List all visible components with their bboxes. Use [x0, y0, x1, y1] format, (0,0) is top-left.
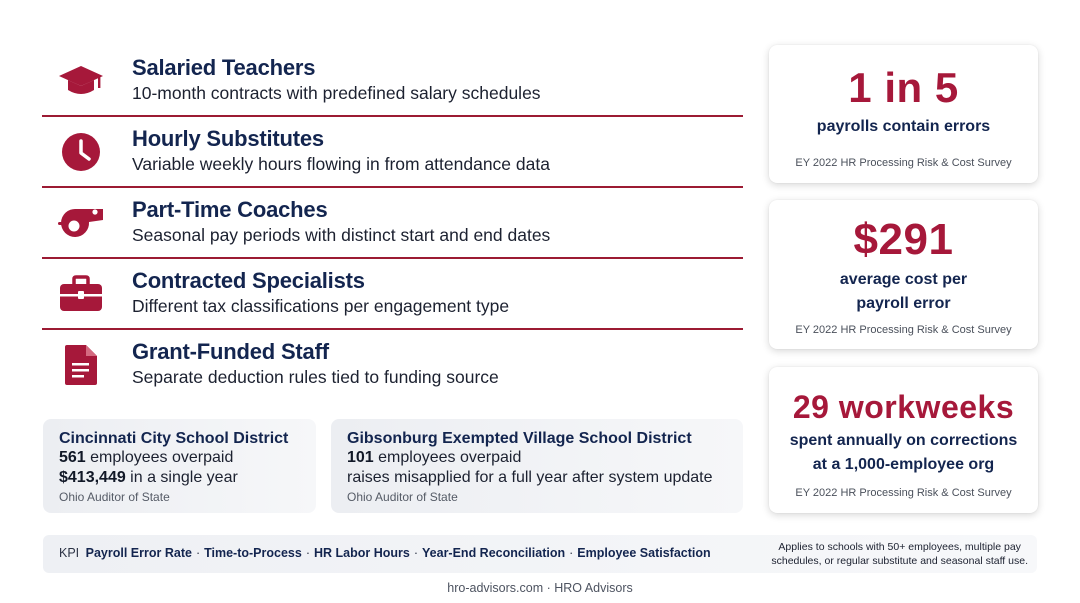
case-figure: 101 [347, 449, 374, 466]
stat-source: EY 2022 HR Processing Risk & Cost Survey [795, 324, 1012, 336]
kpi-item: HR Labor Hours [314, 546, 410, 560]
staff-type-list [42, 46, 743, 401]
case-text: employees overpaid [85, 449, 234, 466]
stat-label: average cost per [839, 271, 968, 288]
staff-row-salaried-teachers [42, 46, 743, 117]
case-source: Ohio Auditor of State [347, 490, 458, 504]
staff-description: Variable weekly hours flowing in from attendance data [132, 154, 550, 174]
staff-row-part-time-coaches [42, 188, 743, 259]
staff-description: Different tax classifications per engagement type [132, 296, 510, 316]
footer-credit: hro-advisors.com · HRO Advisors [447, 581, 633, 595]
case-line [59, 448, 300, 468]
graduation-cap-icon [56, 58, 106, 104]
case-figure: $413,449 [59, 469, 126, 486]
stat-label: payrolls contain errors [816, 118, 991, 135]
kpi-separator: · [305, 546, 310, 560]
case-source: Ohio Auditor of State [59, 490, 170, 504]
staff-row-contracted-specialists [42, 259, 743, 330]
staff-title: Salaried Teachers [132, 55, 316, 80]
staff-description: Seasonal pay periods with distinct start and end dates [132, 225, 551, 245]
stat-label: at a 1,000-employee org [812, 456, 995, 473]
district-name: Cincinnati City School District [59, 430, 289, 447]
kpi-prefix: KPI [59, 546, 80, 560]
case-card-cincinnati [43, 419, 316, 513]
case-text: raises misapplied for a full year after system update [347, 469, 713, 486]
kpi-list [59, 546, 711, 560]
case-text: in a single year [125, 469, 238, 486]
stat-label: spent annually on corrections [789, 432, 1018, 449]
note-line: Applies to schools with 50+ employees, multiple pay [778, 541, 1021, 553]
kpi-strip [43, 535, 1037, 573]
kpi-item: Year-End Reconciliation [422, 546, 566, 560]
case-text: employees overpaid [373, 449, 522, 466]
case-figure: 561 [59, 449, 86, 466]
document-icon [56, 342, 106, 388]
kpi-item: Time-to-Process [204, 546, 302, 560]
whistle-icon [56, 200, 106, 246]
staff-row-grant-funded-staff [42, 330, 743, 401]
staff-title: Hourly Substitutes [132, 126, 324, 151]
district-name: Gibsonburg Exempted Village School District [347, 430, 692, 447]
kpi-item: Payroll Error Rate [85, 546, 192, 560]
stat-source: EY 2022 HR Processing Risk & Cost Survey [795, 487, 1012, 499]
case-line [347, 468, 727, 488]
stat-card-error-cost [769, 200, 1038, 349]
applicability-note [771, 541, 1028, 568]
staff-description: 10-month contracts with predefined salary schedules [132, 83, 541, 103]
stat-card-error-frequency [769, 45, 1038, 183]
stat-card-correction-time [769, 367, 1038, 513]
kpi-separator: · [569, 546, 574, 560]
briefcase-icon [56, 271, 106, 317]
kpi-item: Employee Satisfaction [577, 546, 711, 560]
stat-label: payroll error [856, 295, 951, 312]
staff-title: Contracted Specialists [132, 268, 365, 293]
note-line: schedules, or regular substitute and seasonal staff use. [771, 554, 1028, 567]
stat-value: 1 in 5 [848, 64, 959, 111]
kpi-separator: · [195, 546, 201, 560]
case-line [59, 468, 300, 488]
stat-value: $291 [853, 215, 954, 264]
kpi-separator: · [413, 546, 419, 560]
staff-title: Part-Time Coaches [132, 197, 328, 222]
staff-row-hourly-substitutes [42, 117, 743, 188]
clock-icon [56, 129, 106, 175]
case-line [347, 448, 727, 468]
staff-title: Grant-Funded Staff [132, 339, 329, 364]
stat-source: EY 2022 HR Processing Risk & Cost Survey [795, 157, 1012, 169]
staff-description: Separate deduction rules tied to funding source [132, 367, 499, 387]
case-card-gibsonburg [331, 419, 743, 513]
stat-value: 29 workweeks [792, 389, 1015, 425]
